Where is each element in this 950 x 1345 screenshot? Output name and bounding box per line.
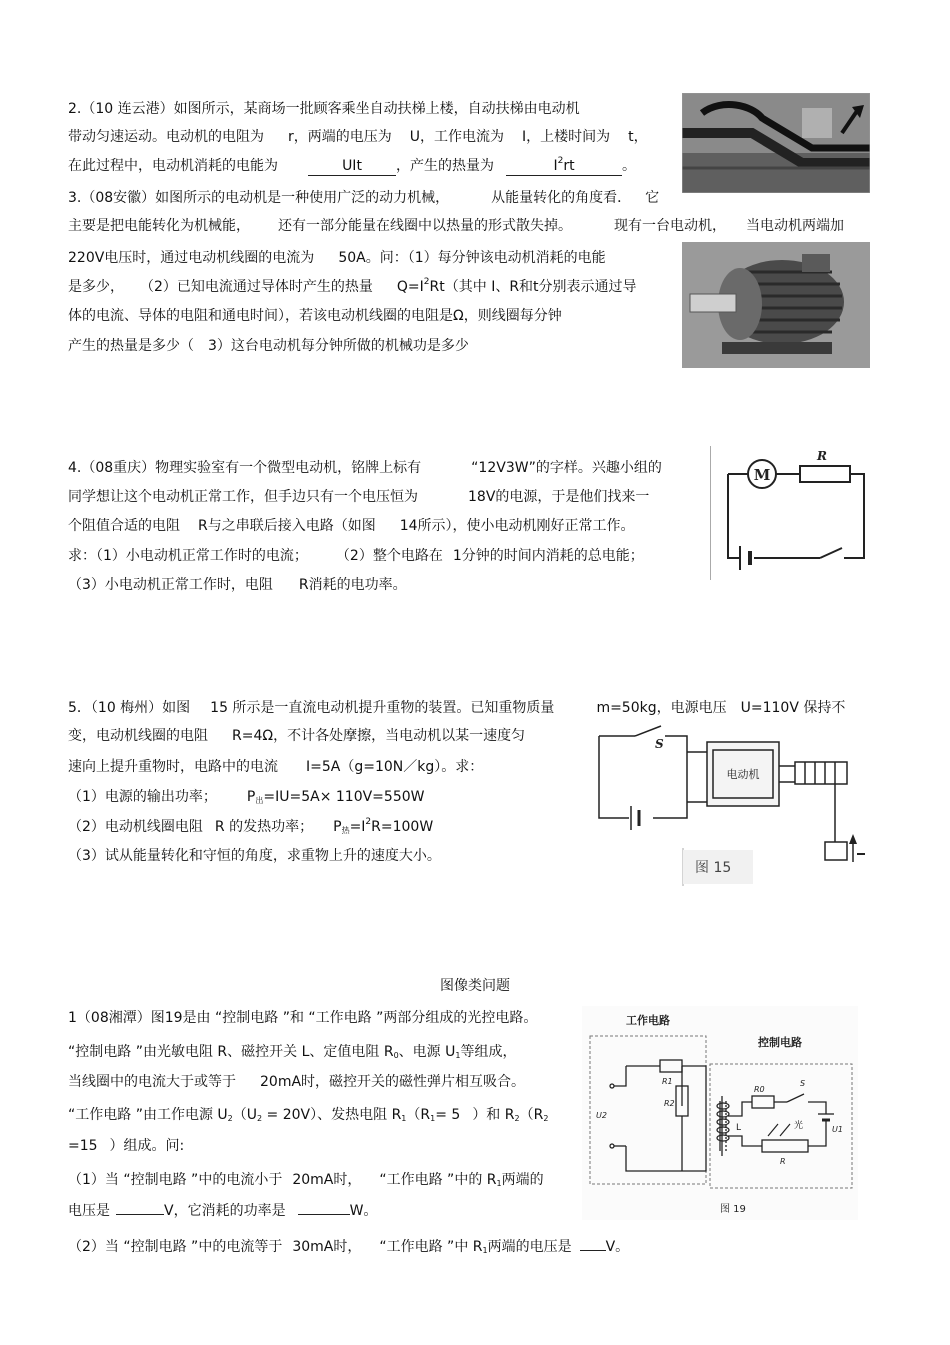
switch-label: S <box>655 737 664 751</box>
work-circuit-label: 工作电路 <box>626 1014 670 1027</box>
figure-14-circuit <box>710 446 870 580</box>
q5-line-2: 变，电动机线圈的电阻 R=4Ω，不计各处摩擦，当电动机以某一速度匀 <box>68 728 526 744</box>
light-label: 光 <box>794 1121 804 1131</box>
q4-line-3: 个阻值合适的电阻 R与之串联后接入电路（如图 14所示），使小电动机刚好正常工作。 <box>68 518 635 534</box>
blank-power[interactable] <box>298 1214 350 1215</box>
q3-line-2: 主要是把电能转化为机械能， 还有一部分能量在线圈中以热量的形式散失掉。 现有一台电动机， 当电动机两端加 <box>68 218 844 234</box>
section-title: 图像类问题 <box>440 978 510 994</box>
q3-line-6: 产生的热量是多少（ 3）这台电动机每分钟所做的机械功是多少 <box>68 338 469 354</box>
q4-line-4: 求：（1）小电动机正常工作时的电流； （2）整个电路在 1分钟的时间内消耗的总电能； <box>68 548 644 564</box>
q5-line-6: （3）试从能量转化和守恒的角度，求重物上升的速度大小。 <box>68 848 441 864</box>
q6-line-4: “工作电路 ”由工作电源 $U_2(U_2 = 20V)$、发热电阻 $R_1(R_1= 5$ ）和 $R_2(R_2$ <box>68 1107 549 1123</box>
control-circuit-label: 控制电路 <box>758 1036 802 1049</box>
figure-15-motor-lift <box>595 722 880 888</box>
blank-r1-voltage[interactable] <box>580 1250 606 1251</box>
blank-voltage[interactable] <box>116 1214 164 1215</box>
q2-line-3: 在此过程中，电动机消耗的电能为 UIt ，产生的热量为 $I^2rt$ 。 <box>68 156 636 174</box>
q4-line-5: （3）小电动机正常工作时，电阻 R消耗的电功率。 <box>68 577 407 593</box>
figure-19-caption: 图 19 <box>720 1204 746 1215</box>
r1-label: R1 <box>662 1077 673 1086</box>
motor-label: 电动机 <box>726 768 760 781</box>
resistor-label: R <box>817 449 827 463</box>
q6-line-1: 1（08湘潭）图19是由 “控制电路 ”和 “工作电路 ”两部分组成的光控电路。 <box>68 1010 538 1026</box>
figure-19-light-control-circuit <box>582 1006 858 1220</box>
escalator-photo <box>682 93 870 193</box>
q6-line-7: 电压是 V，它消耗的功率是 W。 <box>68 1203 378 1219</box>
q6-line-6: （1）当 “控制电路 ”中的电流小于 20mA时， “工作电路 ”中的 $R_1$两端的 <box>68 1172 544 1188</box>
q5-line-3: 速向上提升重物时，电路中的电流 I=5A（g=10N／kg）。求： <box>68 759 484 775</box>
s-label: S <box>800 1079 806 1088</box>
q5-line-5: （2）电动机线圈电阻 R 的发热功率； $P_热=I^2R=100W$ <box>68 817 434 835</box>
q3-line-1: 3.（08安徽）如图所示的电动机是一种使用广泛的动力机械， 从能量转化的角度看． 它 <box>68 190 660 206</box>
q4-line-1: 4.（08重庆）物理实验室有一个微型电动机，铭牌上标有 “12V3W”的字样。兴趣小组的 <box>68 460 662 476</box>
q3-line-4: 是多少， （2）已知电流通过导体时产生的热量 $Q=I^2Rt$（其中 I、R和t分别表示通过导 <box>68 277 637 295</box>
q5-line-4: （1）电源的输出功率； $P_出=IU=5A\times 110V=550W$ <box>68 789 425 805</box>
q6-line-3: 当线圈中的电流大于或等于 20mA时，磁控开关的磁性弹片相互吸合。 <box>68 1074 526 1090</box>
q6-line-8: （2）当 “控制电路 ”中的电流等于 30mA时， “工作电路 ”中 $R_1$两端的电压是 V。 <box>68 1239 630 1255</box>
r-label: R <box>780 1157 786 1166</box>
q2-line-1: 2.（10 连云港）如图所示，某商场一批顾客乘坐自动扶梯上楼，自动扶梯由电动机 <box>68 101 580 117</box>
u1-label: U1 <box>832 1125 843 1134</box>
q3-line-3: 220V电压时，通过电动机线圈的电流为 50A。问：（1）每分钟该电动机消耗的电能 <box>68 250 606 266</box>
answer-blank-1: UIt <box>308 157 396 176</box>
figure-15-caption: 图 15 <box>695 860 732 876</box>
answer-blank-2: $I^2rt$ <box>506 157 622 176</box>
coil-l-label: L <box>736 1123 742 1133</box>
motor-symbol-label: M <box>753 466 771 484</box>
motor-photo <box>682 242 870 368</box>
q6-line-5: =15 ）组成。问: <box>68 1138 185 1154</box>
q2-line-2: 带动匀速运动。电动机的电阻为 r，两端的电压为 U，工作电流为 I，上楼时间为 t， <box>68 129 648 145</box>
r2-label: R2 <box>664 1099 675 1108</box>
q6-line-2: “控制电路 ”由光敏电阻 R、磁控开关 L、定值电阻 $R_0$、电源 $U_1$等组成， <box>68 1044 517 1060</box>
u2-label: U2 <box>596 1111 607 1120</box>
q3-line-5: 体的电流、导体的电阻和通电时间），若该电动机线圈的电阻是Ω，则线圈每分钟 <box>68 308 562 324</box>
q4-line-2: 同学想让这个电动机正常工作，但手边只有一个电压恒为 18V的电源，于是他们找来一 <box>68 489 650 505</box>
r0-label: R0 <box>754 1085 765 1094</box>
q5-line-1: 5．（10 梅州）如图 15 所示是一直流电动机提升重物的装置。已知重物质量 m=50kg，电源电压 U=110V 保持不 <box>68 700 846 716</box>
